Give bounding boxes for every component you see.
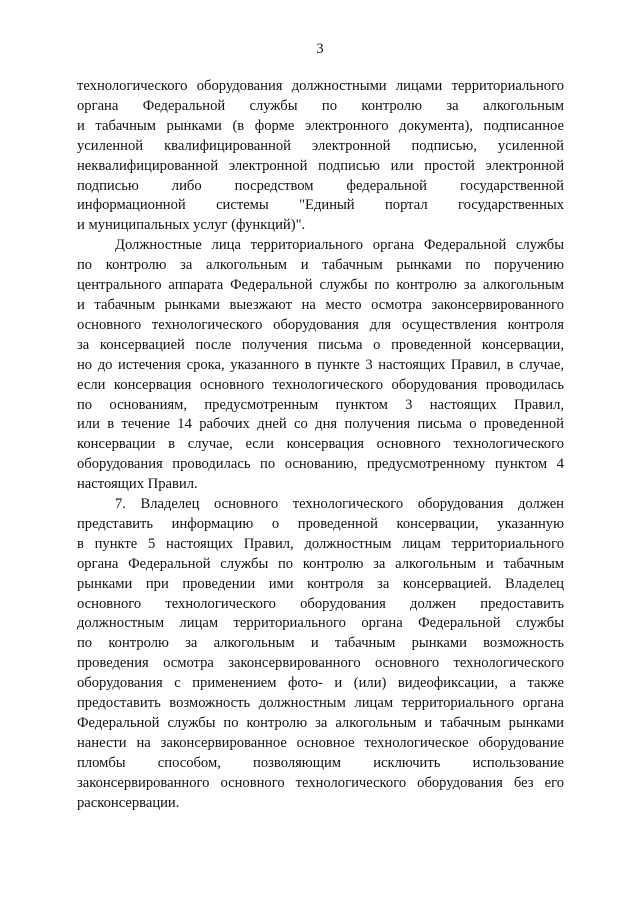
text-line: в пункте 5 настоящих Правил, должностным лицам территориального <box>77 535 564 552</box>
text-line: информационной системы "Единый портал государственных <box>77 197 564 214</box>
text-line: по контролю за алкогольным и табачным рынками по поручению <box>77 257 564 274</box>
text-line: нанести на законсервированное основное технологическое оборудование <box>77 734 564 751</box>
text-line: за консервацией после получения письма о проведенной консервации, <box>77 336 564 353</box>
text-line: основного технологического оборудования должен предоставить <box>77 595 564 612</box>
paragraph-2 <box>77 236 564 495</box>
text-line: основного технологического оборудования для осуществления контроля <box>77 316 564 333</box>
text-line: консервации в случае, если консервация основного технологического <box>77 436 564 453</box>
text-line: и табачным рынками (в форме электронного документа), подписанное <box>77 117 564 134</box>
text-line: Должностные лица территориального органа Федеральной службы <box>115 237 564 254</box>
paragraph-3 <box>77 495 564 814</box>
text-line: технологического оборудования должностными лицами территориального <box>77 78 564 94</box>
text-line: центрального аппарата Федеральной службы по контролю за алкогольным <box>77 277 564 294</box>
text-line: Федеральной службы по контролю за алкогольным и табачным рынками <box>77 715 564 731</box>
text-line: усиленной квалифицированной электронной подписью, усиленной <box>77 137 564 154</box>
text-line: органа Федеральной службы по контролю за алкогольным и табачным <box>77 555 564 572</box>
text-line: должностным лицам территориального органа Федеральной службы <box>77 615 564 632</box>
text-line: оборудования проводилась по основанию, предусмотренному пунктом 4 <box>77 456 564 473</box>
page-number: 3 <box>316 41 324 57</box>
paragraph-1 <box>77 77 564 236</box>
text-line: рынками при проведении ими контроля за консервацией. Владелец <box>77 575 564 592</box>
text-line: проведения осмотра законсервированного основного технологического <box>77 655 564 672</box>
text-line: подписью либо посредством федеральной государственной <box>77 177 564 194</box>
text-line: расконсервации. <box>77 794 180 811</box>
text-line: настоящих Правил. <box>77 476 198 493</box>
text-line: и табачным рынками выезжают на место осмотра законсервированного <box>77 296 564 313</box>
text-line: или в течение 14 рабочих дней со дня получения письма о проведенной <box>77 416 564 433</box>
text-line: пломбы способом, позволяющим исключить использование <box>77 754 564 771</box>
text-line: оборудования с применением фото- и (или) видеофиксации, а также <box>77 675 564 692</box>
text-line: предоставить возможность должностным лицам территориального органа <box>77 695 564 712</box>
text-line: 7. Владелец основного технологического оборудования должен <box>115 496 564 513</box>
text-line: и муниципальных услуг (функций)". <box>77 217 306 234</box>
text-line: представить информацию о проведенной консервации, указанную <box>77 515 564 532</box>
text-line: по контролю за алкогольным и табачным рынками возможность <box>77 635 564 652</box>
text-line: но до истечения срока, указанного в пункте 3 настоящих Правил, в случае, <box>77 356 564 373</box>
text-line: по основаниям, предусмотренным пунктом 3 настоящих Правил, <box>77 396 564 413</box>
text-line: неквалифицированной электронной подписью или простой электронной <box>77 157 564 174</box>
text-line: органа Федеральной службы по контролю за алкогольным <box>77 97 564 114</box>
text-line: если консервация основного технологического оборудования проводилась <box>77 376 564 393</box>
text-line: законсервированного основного технологического оборудования без его <box>77 774 564 791</box>
document-body <box>77 77 564 814</box>
